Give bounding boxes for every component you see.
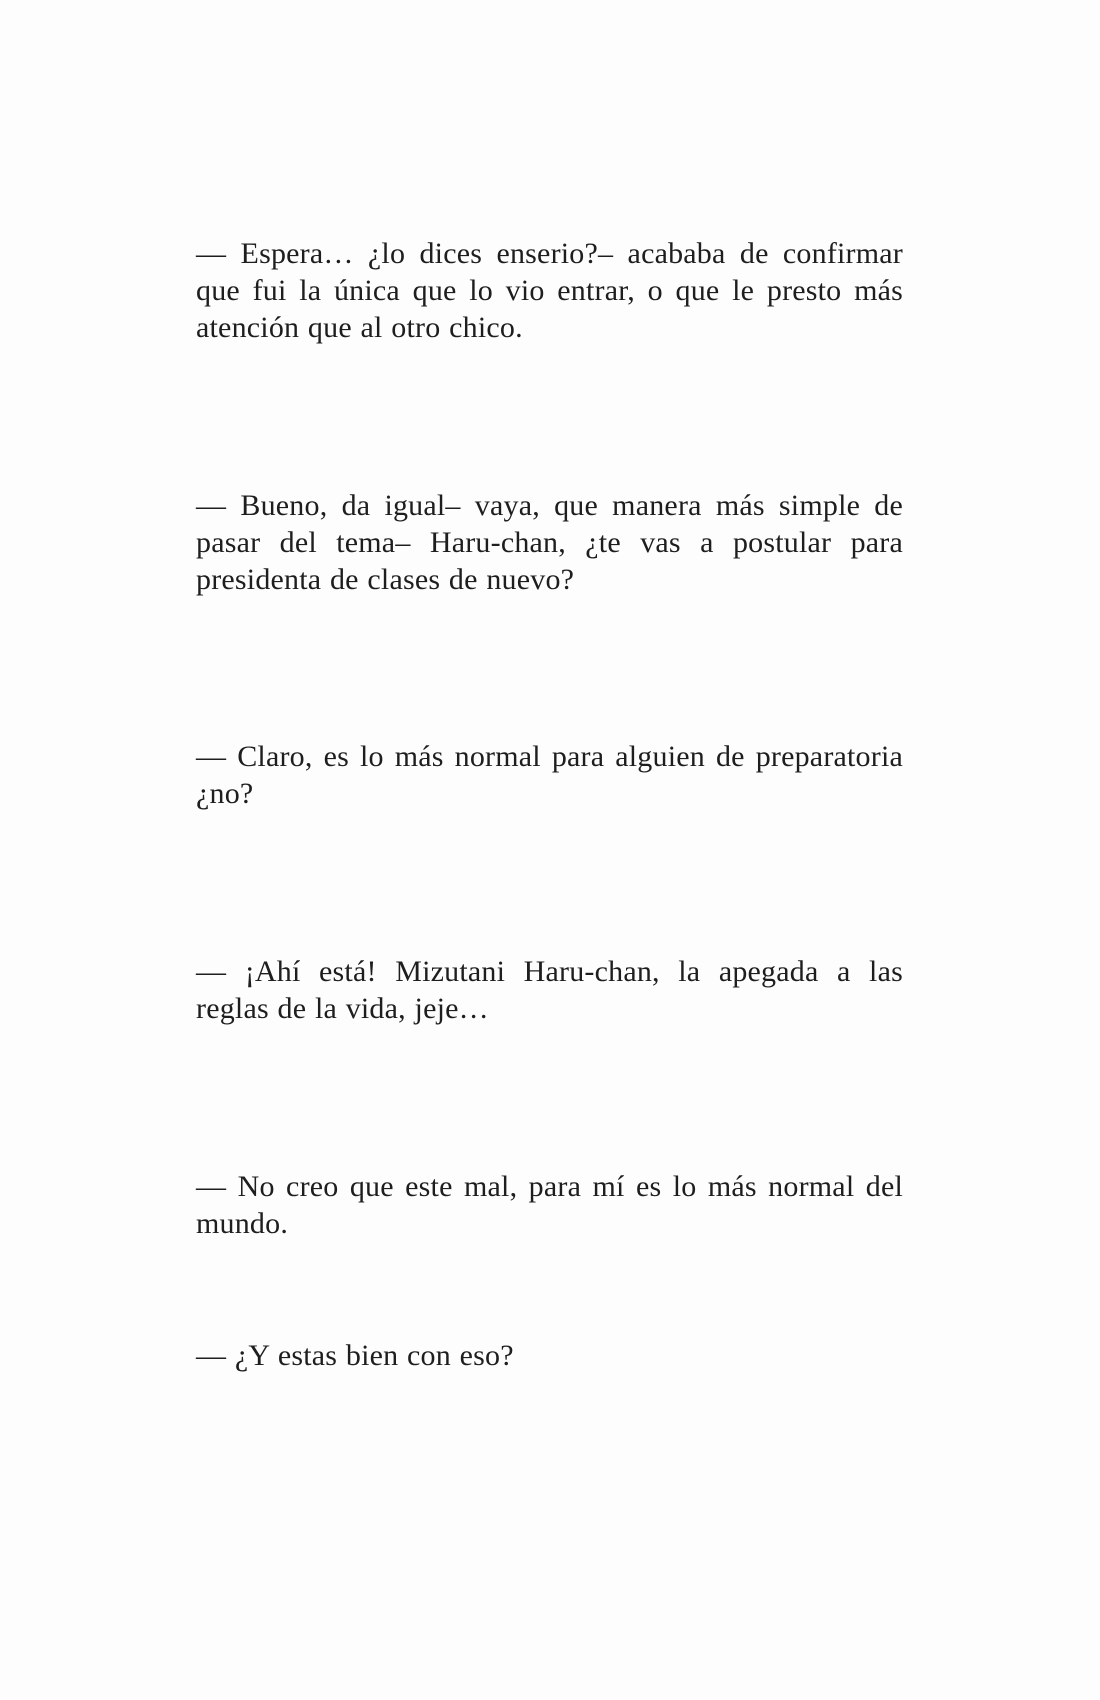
dialogue-paragraph-3: — Claro, es lo más normal para alguien de preparatoria ¿no? (196, 740, 903, 810)
dialogue-paragraph-1: — Espera… ¿lo dices enserio?– acababa de confirmar que fui la única que lo vio entrar, o que le presto más atención que al otro chico. (196, 237, 903, 344)
dialogue-paragraph-5: — No creo que este mal, para mí es lo más normal del mundo. (196, 1170, 903, 1240)
dialogue-paragraph-6: — ¿Y estas bien con eso? (196, 1339, 514, 1372)
dialogue-paragraph-4: — ¡Ahí está! Mizutani Haru-chan, la apegada a las reglas de la vida, jeje… (196, 955, 903, 1025)
dialogue-paragraph-2: — Bueno, da igual– vaya, que manera más simple de pasar del tema– Haru-chan, ¿te vas a postular para presidenta de clases de nuevo? (196, 489, 903, 596)
